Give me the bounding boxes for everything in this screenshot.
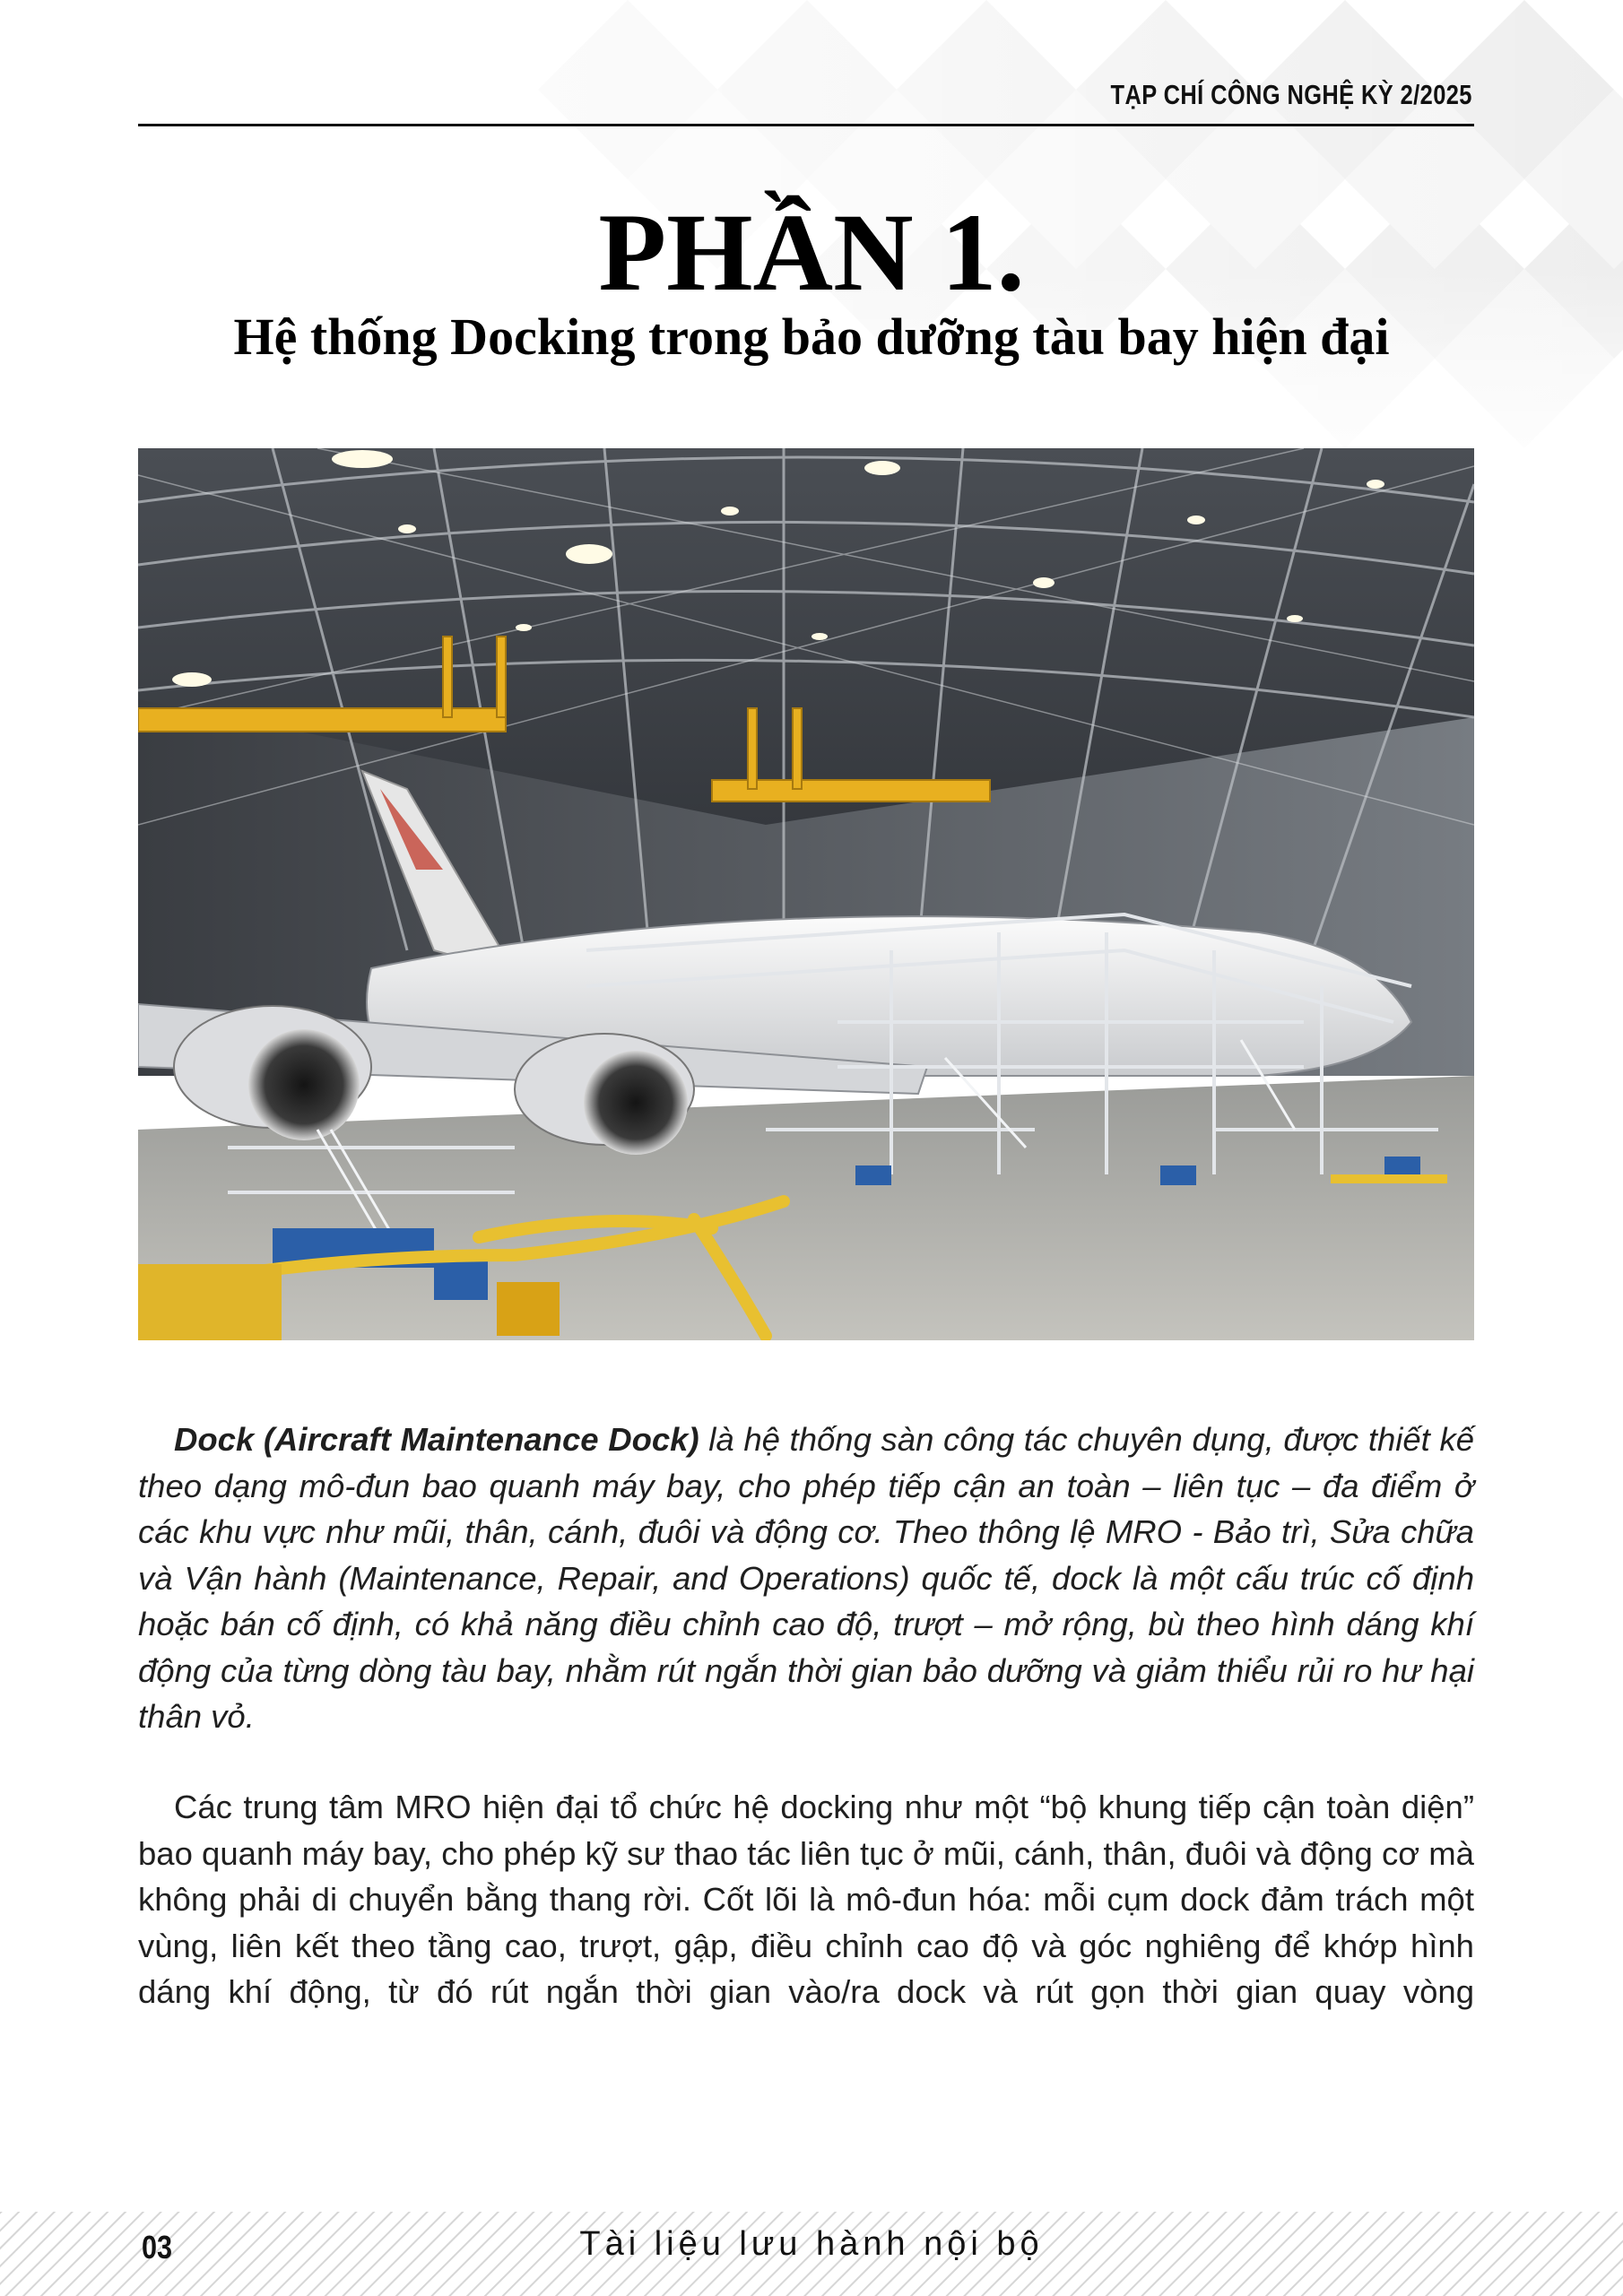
paragraph-dock-definition-text: là hệ thống sàn công tác chuyên dụng, được thiết kế theo dạng mô-đun bao quanh máy bay, cho phép tiếp cận an toàn – liên tục – đa điểm ở các khu vực như mũi, thân, cánh, đuôi và động cơ. Theo thông lệ MRO - Bảo trì, Sửa chữa và Vận hành (Maintenance, Repair, and Operations) quốc tế, dock là một cấu trúc cố định hoặc bán cố định, có khả năng điều chỉnh cao độ, trượt – mở rộng, bù theo hình dáng khí động của từng dòng tàu bay, nhằm rút ngắn thời gian bảo dưỡng và giảm thiểu rủi ro hư hại thân vỏ. [138,1421,1474,1735]
publication-header: TẠP CHÍ CÔNG NGHỆ KỲ 2/2025 [1110,79,1472,110]
paragraph-lead-term: Dock (Aircraft Maintenance Dock) [174,1421,699,1458]
article-subtitle: Hệ thống Docking trong bảo dưỡng tàu bay hiện đại [233,308,1390,366]
footer-internal-note: Tài liệu lưu hành nội bộ [579,2225,1044,2263]
page-number: 03 [142,2229,173,2266]
hangar-aircraft-photo [138,448,1474,1340]
header-divider [138,124,1474,126]
paragraph-mro-docking [138,1784,1474,2015]
part-title: PHẦN 1. [598,191,1025,314]
paragraph-mro-docking-text: Các trung tâm MRO hiện đại tổ chức hệ docking như một “bộ khung tiếp cận toàn diện” bao quanh máy bay, cho phép kỹ sư thao tác liên tục ở mũi, cánh, thân, đuôi và động cơ mà không phải di chuyển bằng thang rời. Cốt lõi là mô-đun hóa: mỗi cụm dock đảm trách một vùng, liên kết theo tầng cao, trượt, gập, điều chỉnh cao độ và góc nghiêng để khớp hình dáng khí động, từ đó rút ngắn thời gian vào/ra dock và rút gọn thời gian quay vòng [138,1789,1474,2010]
paragraph-dock-definition [138,1417,1474,1740]
